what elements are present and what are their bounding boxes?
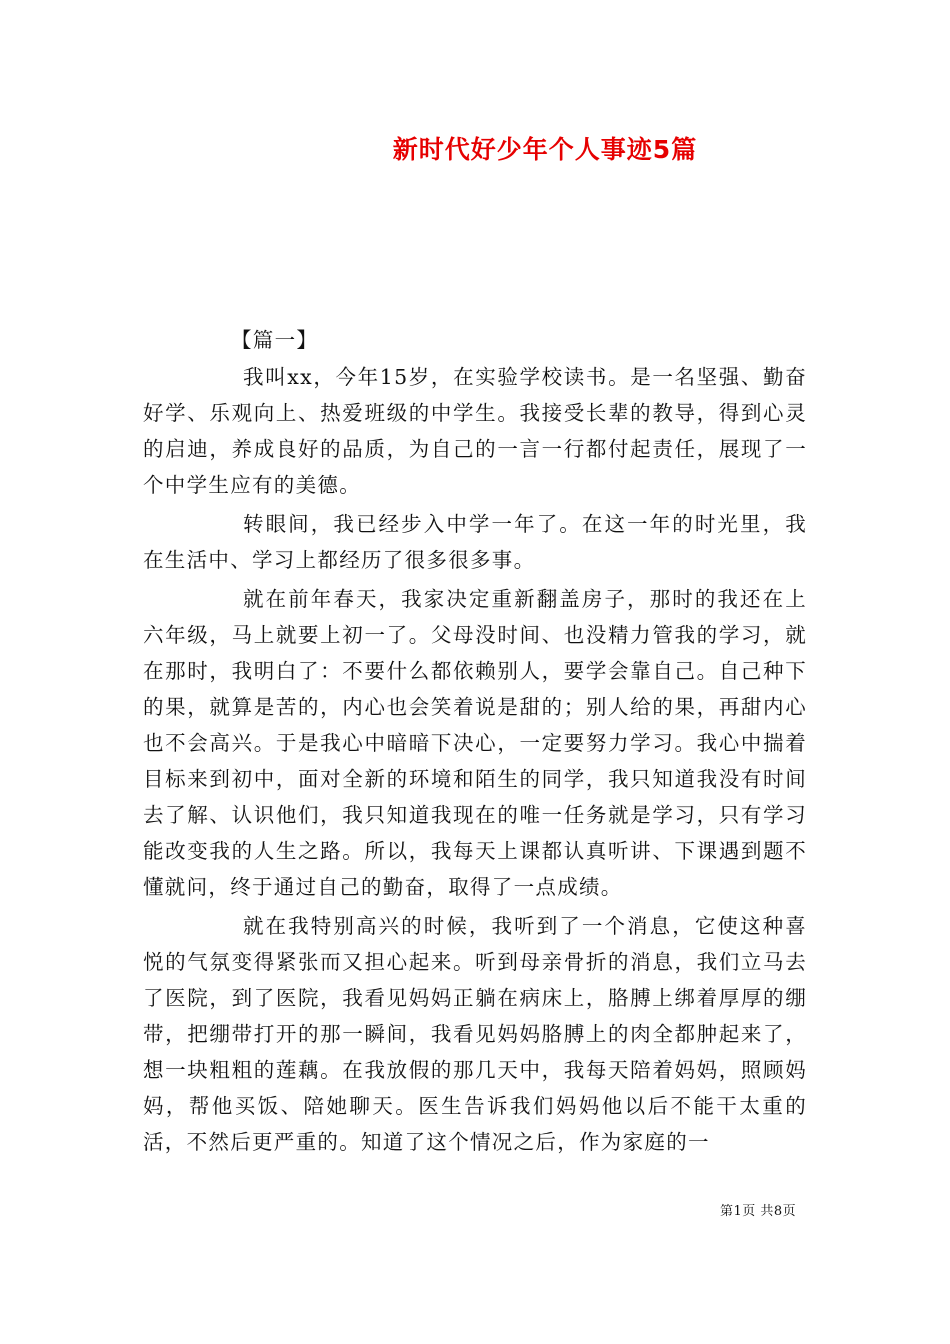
paragraph-4: 就在我特别高兴的时候，我听到了一个消息，它使这种喜悦的气氛变得紧张而又担心起来。听到母亲骨折的消息，我们立马去了医院，到了医院，我看见妈妈正躺在病床上，胳膊上绑着厚厚的绷带，把绷带打开的那一瞬间，我看见妈妈胳膊上的肉全都肿起来了，想一块粗粗的莲藕。在我放假的那几天中，我每天陪着妈妈，照顾妈妈，帮他买饭、陪她聊天。医生告诉我们妈妈他以后不能干太重的活，不然后更严重的。知道了这个情况之后，作为家庭的一: [143, 914, 807, 1154]
page-number-footer: 第1页 共8页: [720, 1204, 797, 1219]
section-label: 【篇一】: [231, 328, 319, 352]
page-title: 新时代好少年个人事迹5篇: [392, 135, 698, 164]
paragraph-3: 就在前年春天，我家决定重新翻盖房子，那时的我还在上六年级，马上就要上初一了。父母没时间、也没精力管我的学习，就在那时，我明白了：不要什么都依赖别人，要学会靠自己。自己种下的果，就算是苦的，内心也会笑着说是甜的；别人给的果，再甜内心也不会高兴。于是我心中暗暗下决心，一定要努力学习。我心中揣着目标来到初中，面对全新的环境和陌生的同学，我只知道我没有时间去了解、认识他们，我只知道我现在的唯一任务就是学习，只有学习能改变我的人生之路。所以，我每天上课都认真听讲、下课遇到题不懂就问，终于通过自己的勤奋，取得了一点成绩。: [143, 587, 807, 899]
paragraph-2: 转眼间，我已经步入中学一年了。在这一年的时光里，我在生活中、学习上都经历了很多很多事。: [143, 512, 807, 572]
document-body: [143, 324, 807, 1163]
paragraph-1: 我叫xx，今年15岁，在实验学校读书。是一名坚强、勤奋好学、乐观向上、热爱班级的中学生。我接受长辈的教导，得到心灵的启迪，养成良好的品质，为自己的一言一行都付起责任，展现了一个中学生应有的美德。: [143, 365, 807, 497]
